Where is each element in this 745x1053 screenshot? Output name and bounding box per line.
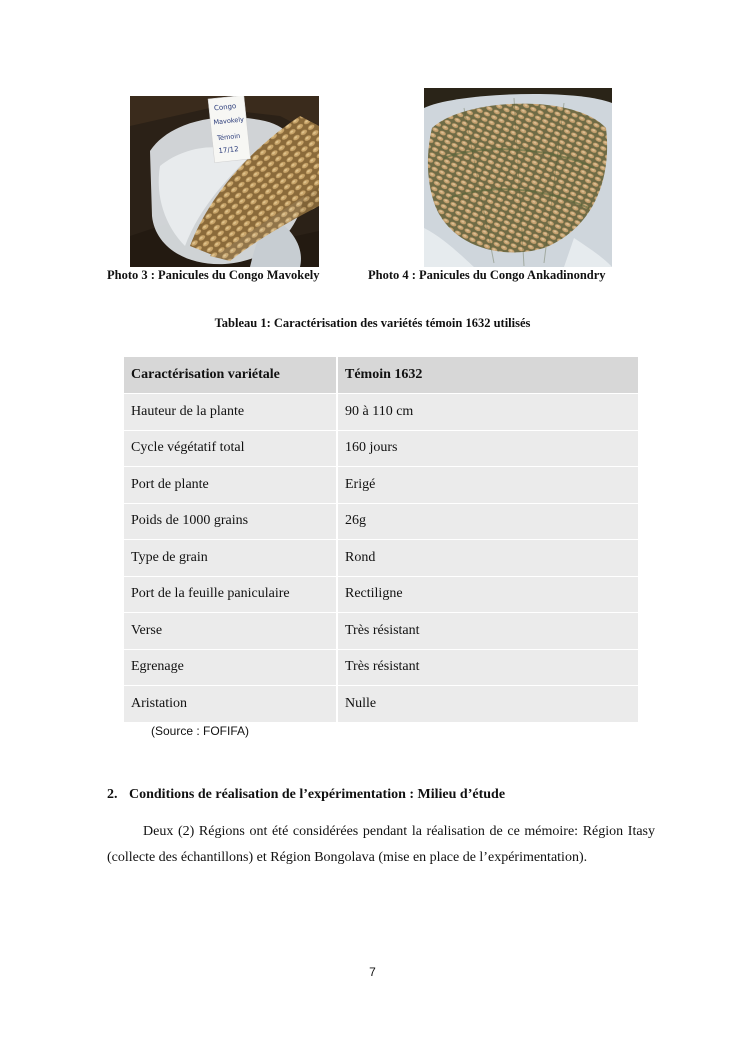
table-cell-value: Rectiligne	[337, 576, 638, 613]
table-cell-value: 26g	[337, 503, 638, 540]
table-row	[124, 540, 638, 577]
photo-3-caption: Photo 3 : Panicules du Congo Mavokely	[107, 268, 320, 282]
page-number: 7	[369, 965, 376, 979]
table-cell-attribute: Poids de 1000 grains	[124, 503, 337, 540]
table-cell-attribute: Aristation	[124, 686, 337, 723]
table-cell-attribute: Hauteur de la plante	[124, 394, 337, 431]
table-cell-attribute: Type de grain	[124, 540, 337, 577]
table-cell-value: Très résistant	[337, 613, 638, 650]
photo-4-caption: Photo 4 : Panicules du Congo Ankadinondry	[368, 268, 606, 282]
section-number: 2.	[107, 787, 118, 802]
table-cell-value: 160 jours	[337, 430, 638, 467]
table-cell-attribute: Egrenage	[124, 649, 337, 686]
table-header-row	[124, 357, 638, 394]
table-cell-attribute: Verse	[124, 613, 337, 650]
section-title: Conditions de réalisation de l’expérimentation : Milieu d’étude	[129, 787, 506, 802]
table-cell-attribute: Cycle végétatif total	[124, 430, 337, 467]
table-row	[124, 467, 638, 504]
table-cell-value: Nulle	[337, 686, 638, 723]
table-header-characterization: Caractérisation variétale	[124, 357, 337, 394]
table-cell-attribute: Port de plante	[124, 467, 337, 504]
table-title: Tableau 1: Caractérisation des variétés témoin 1632 utilisés	[214, 316, 531, 330]
photo-label-line-3: Témoin	[216, 131, 241, 143]
table-source: (Source : FOFIFA)	[151, 724, 250, 738]
table-cell-value: Très résistant	[337, 649, 638, 686]
table-cell-value: Erigé	[337, 467, 638, 504]
table-cell-value: 90 à 110 cm	[337, 394, 638, 431]
section-heading	[107, 787, 505, 803]
table-header-temoin: Témoin 1632	[337, 357, 638, 394]
photo-label-line-4: 17/12	[218, 145, 240, 156]
table-cell-attribute: Port de la feuille paniculaire	[124, 576, 337, 613]
photo-3-image	[130, 96, 319, 267]
table-row	[124, 394, 638, 431]
photo-label-line-2: Mavokely	[213, 115, 245, 127]
table-row	[124, 576, 638, 613]
characterization-table	[124, 357, 638, 723]
photo-congo-ankadinondry	[424, 88, 612, 267]
photo-label-line-1: Congo	[213, 102, 237, 113]
table-row	[124, 649, 638, 686]
table-cell-value: Rond	[337, 540, 638, 577]
table-row	[124, 686, 638, 723]
body-paragraph: Deux (2) Régions ont été considérées pendant la réalisation de ce mémoire: Région Itasy (collecte des échantillons) et Région Bongolava (mise en place de l’expérimentation).	[107, 824, 655, 865]
photo-4-image	[424, 88, 612, 267]
table-row	[124, 430, 638, 467]
table-row	[124, 503, 638, 540]
table-row	[124, 613, 638, 650]
photo-congo-mavokely	[130, 96, 319, 267]
